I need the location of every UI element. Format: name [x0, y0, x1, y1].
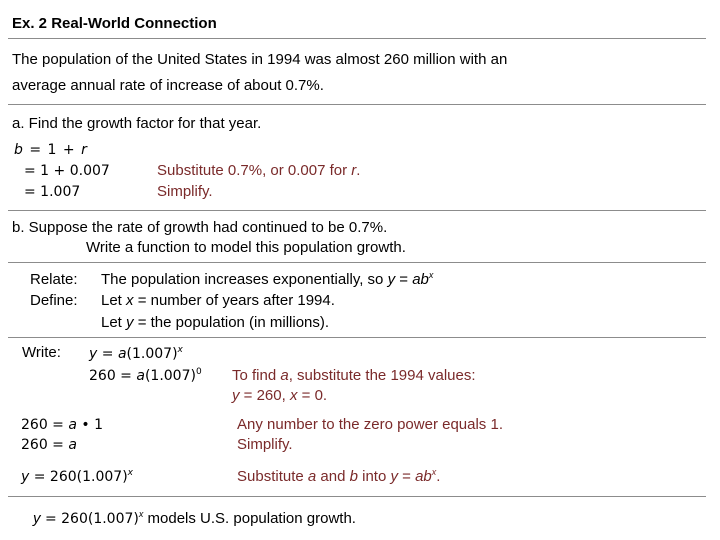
divider: [8, 337, 706, 338]
write-eq-2: $260 = a(1.007)^0$: [89, 367, 202, 384]
intro-line-2: average annual rate of increase of about 0.7%.: [12, 77, 324, 94]
solve-step-1: 260 = a • 1: [21, 417, 104, 433]
divider: [8, 210, 706, 211]
relate-text: The population increases exponentially, so $y = ab^x$: [101, 270, 434, 288]
divider: [8, 38, 706, 39]
substitute-note: Substitute a and b into $y = ab^x$.: [237, 467, 441, 485]
divider: [8, 104, 706, 105]
write-eq-1: $y = a(1.007)^x$: [89, 345, 183, 362]
find-a-note: To find a, substitute the 1994 values:: [232, 367, 476, 384]
define-x: Let x = number of years after 1994.: [101, 292, 335, 309]
define-y: Let y = the population (in millions).: [101, 314, 330, 331]
growth-eq-1: b = 1 + r: [14, 142, 88, 158]
divider: [8, 496, 706, 497]
conclusion: $y = 260(1.007)^x$ models U.S. population growth.: [33, 509, 356, 527]
growth-eq-3: = 1.007: [24, 184, 81, 200]
final-equation: $y = 260(1.007)^x$: [21, 468, 133, 485]
part-b-heading: b. Suppose the rate of growth had continued to be 0.7%.: [12, 219, 388, 236]
relate-label: Relate:: [30, 271, 78, 288]
divider: [8, 262, 706, 263]
solve-step-2: 260 = a: [21, 437, 77, 453]
intro-line-1: The population of the United States in 1994 was almost 260 million with an: [12, 51, 508, 68]
part-a-heading: a. Find the growth factor for that year.: [12, 115, 262, 132]
growth-note-1: Substitute 0.7%, or 0.007 for r.: [157, 162, 361, 179]
page-title: Ex. 2 Real-World Connection: [12, 15, 217, 32]
define-label: Define:: [30, 292, 78, 309]
growth-eq-2: = 1 + 0.007: [24, 163, 110, 179]
simplify-note: Simplify.: [237, 436, 293, 453]
growth-note-2: Simplify.: [157, 183, 213, 200]
part-b-heading-2: Write a function to model this population growth.: [86, 239, 406, 256]
find-a-values: y = 260, x = 0.: [232, 387, 328, 404]
write-label: Write:: [22, 344, 61, 361]
zero-power-note: Any number to the zero power equals 1.: [237, 416, 503, 433]
